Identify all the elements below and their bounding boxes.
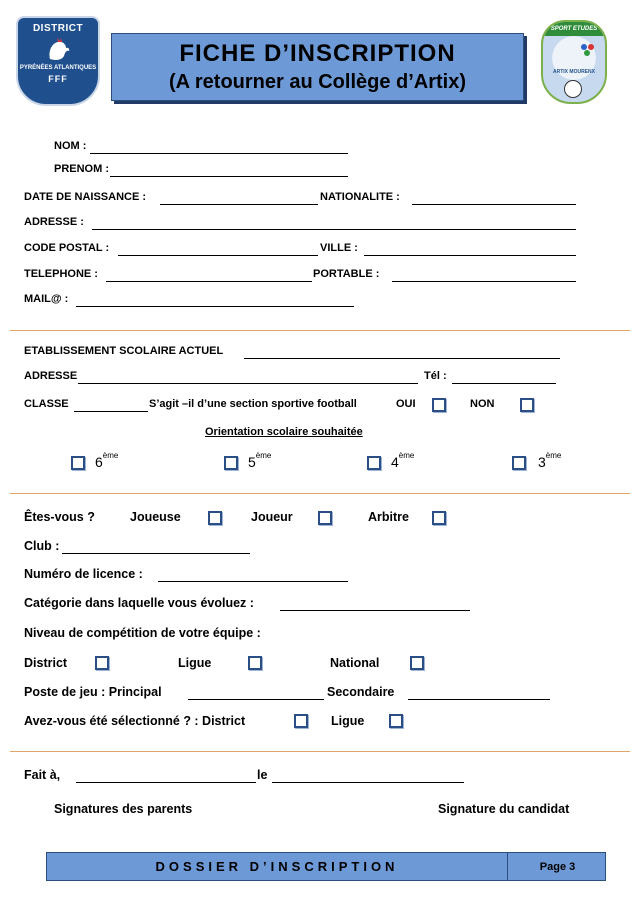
field-ecole-adresse[interactable] xyxy=(78,383,418,384)
grade-3eme xyxy=(538,451,562,470)
grade-6eme-num: 6 xyxy=(95,454,103,470)
field-date[interactable] xyxy=(272,782,464,783)
checkbox-joueur[interactable] xyxy=(318,511,332,525)
footer-label: DOSSIER D’INSCRIPTION xyxy=(47,853,508,880)
label-joueur: Joueur xyxy=(251,510,293,524)
section-divider xyxy=(10,330,630,331)
grade-5eme xyxy=(248,451,272,470)
label-selection-ligue: Ligue xyxy=(331,714,365,728)
checkbox-6eme[interactable] xyxy=(71,456,85,470)
label-adresse: ADRESSE : xyxy=(24,216,84,228)
field-club[interactable] xyxy=(62,553,250,554)
district-logo xyxy=(16,16,100,106)
field-portable[interactable] xyxy=(392,281,576,282)
label-telephone: TELEPHONE : xyxy=(24,268,98,280)
rings-icon xyxy=(581,44,595,58)
checkbox-arbitre[interactable] xyxy=(432,511,446,525)
sport-etudes-logo-sub: ARTIX MOURENX xyxy=(553,69,595,75)
label-licence: Numéro de licence : xyxy=(24,567,143,581)
label-etablissement: ETABLISSEMENT SCOLAIRE ACTUEL xyxy=(24,345,224,357)
label-fait-a: Fait à, xyxy=(24,768,61,782)
label-mail: MAIL@ : xyxy=(24,293,69,305)
label-date-naissance: DATE DE NAISSANCE : xyxy=(24,191,147,203)
label-ligue: Ligue xyxy=(178,656,212,670)
checkbox-district[interactable] xyxy=(95,656,109,670)
field-adresse[interactable] xyxy=(92,229,576,230)
checkbox-joueuse[interactable] xyxy=(208,511,222,525)
grade-3eme-sup: ème xyxy=(545,451,562,461)
field-classe[interactable] xyxy=(74,411,148,412)
label-portable: PORTABLE : xyxy=(313,268,380,280)
field-poste-secondaire[interactable] xyxy=(408,699,550,700)
page-number: Page 3 xyxy=(539,860,576,873)
label-club: Club : xyxy=(24,539,60,553)
label-nationalite: NATIONALITE : xyxy=(320,191,400,203)
label-ecole-adresse: ADRESSE xyxy=(24,370,78,382)
label-poste-principal: Poste de jeu : Principal xyxy=(24,685,162,699)
field-ville[interactable] xyxy=(364,255,576,256)
grade-3eme-num: 3 xyxy=(538,454,546,470)
grade-5eme-sup: ème xyxy=(255,451,272,461)
section-divider xyxy=(10,493,630,494)
page-title: FICHE D’INSCRIPTION xyxy=(179,40,456,67)
label-signature-parents: Signatures des parents xyxy=(54,802,193,816)
orientation-title: Orientation scolaire souhaitée xyxy=(205,426,363,438)
district-logo-line2: PYRÉNÉES ATLANTIQUES xyxy=(19,65,97,71)
rooster-icon xyxy=(44,37,72,63)
field-date-naissance[interactable] xyxy=(160,204,318,205)
page-subtitle: (A retourner au Collège d’Artix) xyxy=(168,71,467,93)
grade-4eme xyxy=(391,451,415,470)
field-nom[interactable] xyxy=(90,153,348,154)
label-tel: Tél : xyxy=(424,370,447,382)
grade-5eme-num: 5 xyxy=(248,454,256,470)
label-national: National xyxy=(330,656,380,670)
field-nationalite[interactable] xyxy=(412,204,576,205)
sport-etudes-logo xyxy=(541,20,607,104)
title-box xyxy=(111,33,524,101)
label-le: le xyxy=(257,768,268,782)
label-district: District xyxy=(24,656,68,670)
label-section-question: S’agit –il d’une section sportive football xyxy=(149,398,357,410)
label-classe: CLASSE xyxy=(24,398,69,410)
label-signature-candidat: Signature du candidat xyxy=(438,802,570,816)
grade-4eme-sup: ème xyxy=(398,451,415,461)
checkbox-non[interactable] xyxy=(520,398,534,412)
checkbox-3eme[interactable] xyxy=(512,456,526,470)
section-divider xyxy=(10,751,630,752)
sport-etudes-logo-band: SPORT ETUDES xyxy=(543,22,605,36)
district-logo-line3: FFF xyxy=(48,74,68,84)
field-code-postal[interactable] xyxy=(118,255,318,256)
label-categorie: Catégorie dans laquelle vous évoluez : xyxy=(24,596,254,610)
label-arbitre: Arbitre xyxy=(368,510,409,524)
field-poste-principal[interactable] xyxy=(188,699,324,700)
label-niveau: Niveau de compétition de votre équipe : xyxy=(24,626,261,640)
checkbox-selection-ligue[interactable] xyxy=(389,714,403,728)
label-joueuse: Joueuse xyxy=(130,510,181,524)
grade-6eme xyxy=(95,451,119,470)
grade-4eme-num: 4 xyxy=(391,454,399,470)
checkbox-4eme[interactable] xyxy=(367,456,381,470)
field-tel[interactable] xyxy=(452,383,556,384)
field-telephone[interactable] xyxy=(106,281,312,282)
field-fait-a[interactable] xyxy=(76,782,256,783)
field-licence[interactable] xyxy=(158,581,348,582)
field-prenom[interactable] xyxy=(110,176,348,177)
label-oui: OUI xyxy=(396,398,416,410)
district-logo-line1: DISTRICT xyxy=(32,23,84,34)
checkbox-selection-district[interactable] xyxy=(294,714,308,728)
checkbox-5eme[interactable] xyxy=(224,456,238,470)
checkbox-national[interactable] xyxy=(410,656,424,670)
label-ville: VILLE : xyxy=(320,242,358,254)
checkbox-oui[interactable] xyxy=(432,398,446,412)
field-mail[interactable] xyxy=(76,306,354,307)
label-code-postal: CODE POSTAL : xyxy=(24,242,110,254)
label-selectionne: Avez-vous été sélectionné ? : District xyxy=(24,714,246,728)
checkbox-ligue[interactable] xyxy=(248,656,262,670)
field-categorie[interactable] xyxy=(280,610,470,611)
label-etes-vous: Êtes-vous ? xyxy=(24,510,95,524)
footer-bar xyxy=(46,852,606,881)
football-icon xyxy=(564,80,582,98)
label-non: NON xyxy=(470,398,495,410)
grade-6eme-sup: ème xyxy=(102,451,119,461)
field-etablissement[interactable] xyxy=(244,358,560,359)
label-nom: NOM : xyxy=(54,140,87,152)
label-secondaire: Secondaire xyxy=(327,685,395,699)
label-prenom: PRENOM : xyxy=(54,163,109,175)
